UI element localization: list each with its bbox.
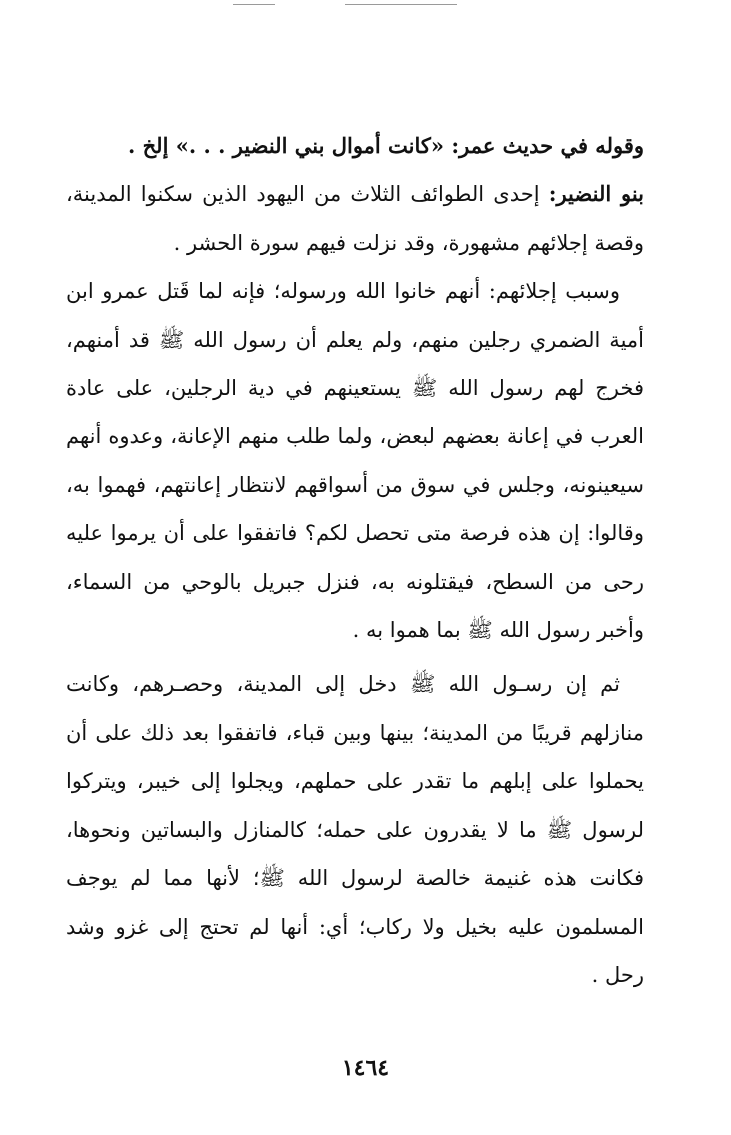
term-definition: إحدى الطوائف الثلاث من اليهود الذين سكنوا المدينة، وقصة إجلائهم مشهورة، وقد نزلت فيهم سورة الحشر . bbox=[66, 182, 644, 255]
paragraph-bani-nadir bbox=[66, 170, 644, 267]
top-rule-right bbox=[345, 4, 457, 5]
paragraph-reason: وسبب إجلائهم: أنهم خانوا الله ورسوله؛ فإنه لما قَتل عمرو ابن أمية الضمري رجلين منهم، ولم يعلم أن رسول الله ﷺ قد أمنهم، فخرج لهم رسول الله ﷺ يستعينهم في دية الرجلين، على عادة العرب في إعانة بعضهم لبعض، ولما طلب منهم الإعانة، وعدوه أنهم سيعينونه، وجلس في سوق من أسواقهم لانتظار إعانتهم، فهموا به، وقالوا: إن هذه فرصة متى تحصل لكم؟ فاتفقوا على أن يرموا عليه رحى من السطح، فيقتلونه به، فنزل جبريل بالوحي من السماء، وأخبر رسول الله ﷺ بما هموا به . bbox=[66, 279, 644, 643]
top-rule-left bbox=[233, 4, 275, 5]
page-body bbox=[66, 122, 644, 999]
term-label: بنو النضير: bbox=[548, 181, 644, 207]
page-number: ١٤٦٤ bbox=[341, 1055, 390, 1081]
paragraph-siege: ثم إن رسـول الله ﷺ دخل إلى المدينة، وحصـرهم، وكانت منازلهم قريبًا من المدينة؛ بينها وبين قباء، فاتفقوا بعد ذلك على أن يحملوا على إبلهم ما تقدر على حملهم، ويجلوا إلى خيبر، ويتركوا لرسول ﷺ ما لا يقدرون على حمله؛ كالمنازل والبساتين ونحوها، فكانت هذه غنيمة خالصة لرسول الله ﷺ؛ لأنها مما لم يوجف المسلمون عليه بخيل ولا ركاب؛ أي: أنها لم تحتج إلى غزو وشد رحل . bbox=[66, 672, 644, 987]
section-heading: وقوله في حديث عمر: «كانت أموال بني النضير . . .» إلخ . bbox=[128, 133, 644, 158]
